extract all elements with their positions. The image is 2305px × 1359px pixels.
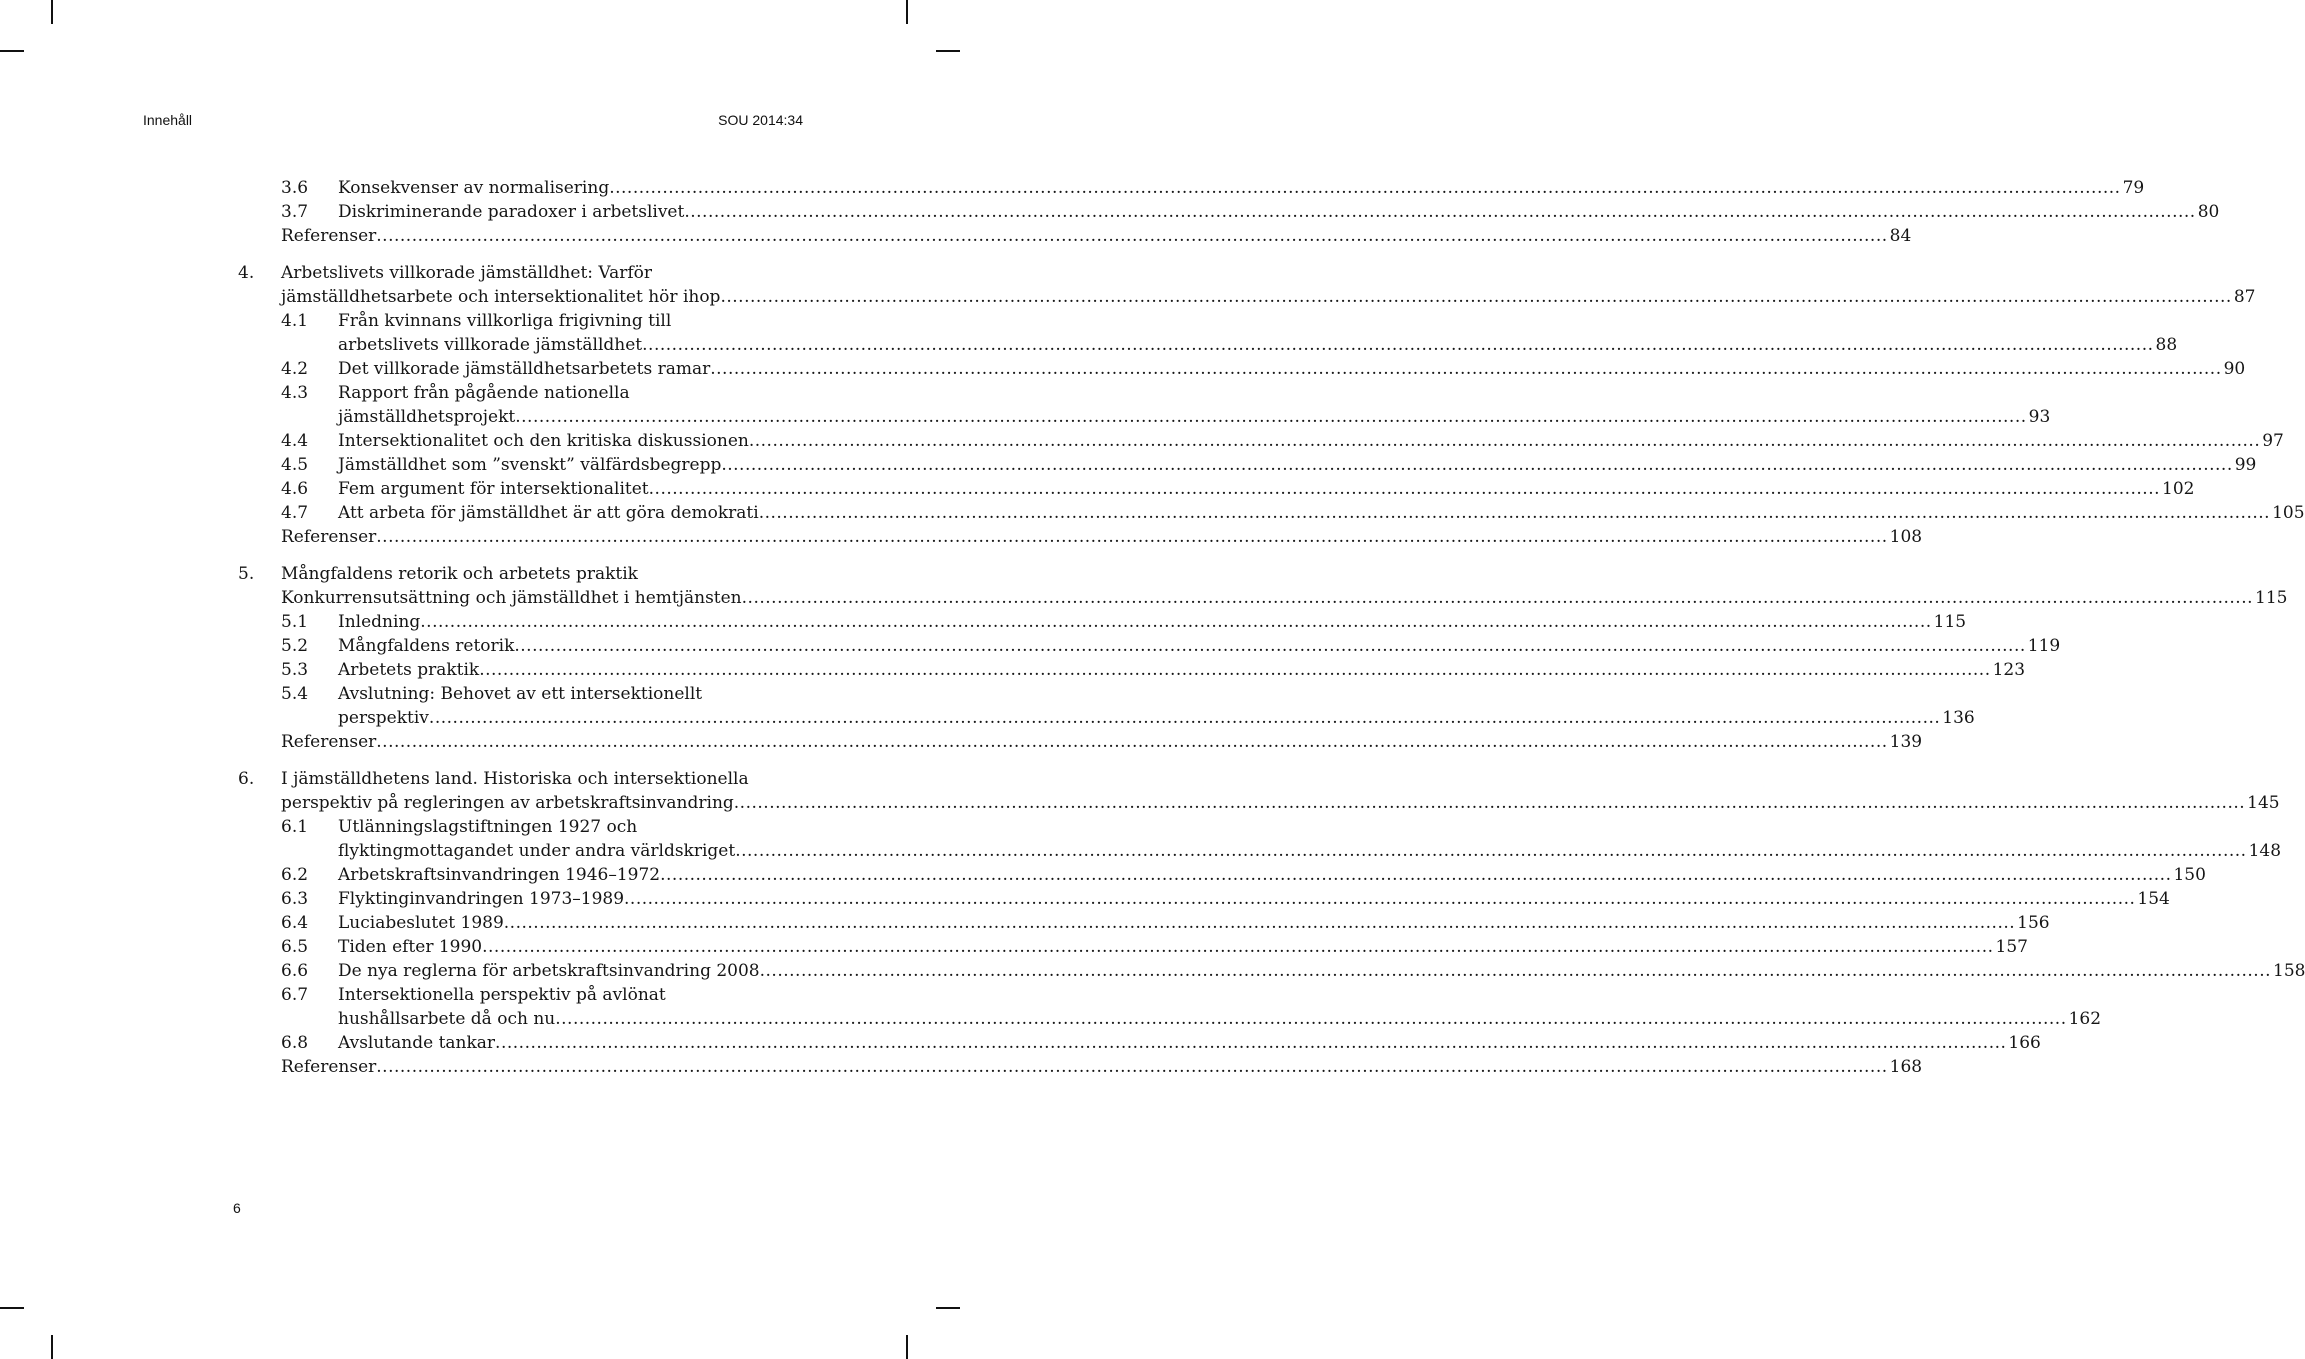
toc-entry-line xyxy=(238,224,1912,248)
toc-entry-link[interactable] xyxy=(281,525,1923,549)
toc-entry-title: jämställdhetsprojekt xyxy=(338,407,516,427)
toc-entry-number: 5. xyxy=(238,564,255,584)
toc-entry-link[interactable] xyxy=(338,176,2145,200)
toc-entry-page: 99 xyxy=(2234,455,2257,475)
toc-entry-title: Att arbeta för jämställdhet är att göra demokrati xyxy=(338,503,759,523)
toc-entry-title: Avslutning: Behovet av ett intersektionellt xyxy=(338,684,703,704)
crop-mark xyxy=(0,50,24,52)
toc-entry-page: 97 xyxy=(2262,431,2284,451)
toc-entry-title: Flyktinginvandringen 1973–1989 xyxy=(338,889,625,909)
toc-entry-title: perspektiv på regleringen av arbetskraftsinvandring xyxy=(281,793,734,813)
dot-leader xyxy=(482,935,1993,959)
toc-entry-title: Diskriminerande paradoxer i arbetslivet xyxy=(338,202,685,222)
toc-entry-link[interactable] xyxy=(338,911,2050,935)
toc-entry-line xyxy=(238,1055,1923,1079)
toc-entry-page: 80 xyxy=(2197,202,2220,222)
dot-leader xyxy=(710,357,2221,381)
toc-entry-line xyxy=(238,429,2284,453)
toc-entry-link[interactable] xyxy=(281,791,2280,815)
toc-entry-line xyxy=(238,610,1967,634)
toc-entry-number: 5.2 xyxy=(281,636,309,656)
toc-entry-line xyxy=(238,911,2050,935)
toc-entry-page: 105 xyxy=(2272,503,2305,523)
toc-entry-link[interactable] xyxy=(338,658,2026,682)
toc-entry-line xyxy=(238,477,2195,501)
toc-entry-line xyxy=(238,887,2170,911)
toc-entry-title: Arbetslivets villkorade jämställdhet: Varför xyxy=(281,263,653,283)
toc-entry-title: Intersektionalitet och den kritiska diskussionen xyxy=(338,431,749,451)
dot-leader xyxy=(495,1031,2006,1055)
toc-entry-line xyxy=(238,562,806,586)
dot-leader xyxy=(660,863,2171,887)
toc-entry-link[interactable] xyxy=(281,730,1923,754)
toc-entry-title: Referenser xyxy=(281,226,377,246)
toc-entry-link[interactable] xyxy=(338,1031,2041,1055)
toc-entry-page: 136 xyxy=(1942,708,1975,728)
toc-entry-title: Utlänningslagstiftningen 1927 och xyxy=(338,817,638,837)
table-of-contents xyxy=(238,176,2305,1079)
toc-entry-line xyxy=(238,791,2280,815)
toc-entry-link[interactable] xyxy=(338,863,2206,887)
toc-entry-number: 4. xyxy=(238,263,255,283)
toc-entry-number: 6.6 xyxy=(281,961,309,981)
toc-entry-page: 93 xyxy=(2028,407,2051,427)
toc-entry-number: 4.5 xyxy=(281,455,309,475)
toc-entry-page: 102 xyxy=(2162,479,2195,499)
toc-entry-line xyxy=(238,176,2145,200)
toc-entry-title: arbetslivets villkorade jämställdhet xyxy=(338,335,643,355)
toc-entry-title: Mångfaldens retorik xyxy=(338,636,515,656)
toc-entry-link[interactable] xyxy=(338,501,2305,525)
crop-mark xyxy=(0,1307,24,1309)
toc-entry-title: Intersektionella perspektiv på avlönat xyxy=(338,985,666,1005)
toc-entry-title: flyktingmottagandet under andra världskriget xyxy=(338,841,736,861)
toc-entry-page: 84 xyxy=(1889,226,1912,246)
toc-entry-page: 162 xyxy=(2068,1009,2102,1029)
toc-entry-title: Från kvinnans villkorliga frigivning till xyxy=(338,311,672,331)
toc-entry-line xyxy=(238,501,2305,525)
toc-entry-number: 6.2 xyxy=(281,865,309,885)
dot-leader xyxy=(742,586,2253,610)
toc-entry-page: 156 xyxy=(2017,913,2050,933)
dot-leader xyxy=(649,477,2160,501)
toc-entry-page: 150 xyxy=(2173,865,2206,885)
crop-mark xyxy=(936,1307,960,1309)
toc-entry-page: 168 xyxy=(1889,1057,1923,1077)
toc-entry-line xyxy=(238,309,806,333)
toc-entry-number: 4.3 xyxy=(281,383,309,403)
toc-entry-title: jämställdhetsarbete och intersektionalitet hör ihop xyxy=(281,287,721,307)
toc-entry-line xyxy=(238,767,806,791)
toc-entry-title: Referenser xyxy=(281,527,377,547)
toc-entry-title: Konsekvenser av normalisering xyxy=(338,178,610,198)
toc-entry-number: 3.7 xyxy=(281,202,309,222)
dot-leader xyxy=(376,525,1887,549)
toc-entry-link[interactable] xyxy=(338,453,2257,477)
toc-entry-line xyxy=(238,586,2288,610)
toc-entry-line xyxy=(238,1031,2041,1055)
toc-entry-page: 148 xyxy=(2248,841,2282,861)
toc-entry-page: 139 xyxy=(1889,732,1923,752)
toc-entry-title: Fem argument för intersektionalitet xyxy=(338,479,649,499)
toc-entry-line xyxy=(238,863,2206,887)
crop-mark xyxy=(51,0,53,24)
toc-entry-link[interactable] xyxy=(338,429,2284,453)
toc-entry-link[interactable] xyxy=(338,887,2170,911)
toc-entry-line xyxy=(238,405,2051,429)
toc-entry-line xyxy=(238,453,2257,477)
toc-entry-page: 115 xyxy=(2255,588,2288,608)
toc-entry-line xyxy=(238,381,806,405)
toc-entry-number: 6.7 xyxy=(281,985,309,1005)
toc-entry-line xyxy=(238,730,1923,754)
toc-entry-number: 5.3 xyxy=(281,660,309,680)
toc-entry-page: 145 xyxy=(2247,793,2280,813)
toc-entry-number: 6.1 xyxy=(281,817,309,837)
toc-entry-page: 119 xyxy=(2027,636,2061,656)
toc-entry-title: Referenser xyxy=(281,732,377,752)
toc-entry-page: 79 xyxy=(2122,178,2145,198)
toc-entry-page: 157 xyxy=(1995,937,2028,957)
toc-entry-page: 166 xyxy=(2008,1033,2041,1053)
toc-entry-page: 115 xyxy=(1933,612,1967,632)
toc-entry-line xyxy=(238,839,2282,863)
toc-entry-line xyxy=(238,682,806,706)
toc-entry-number: 4.2 xyxy=(281,359,309,379)
dot-leader xyxy=(479,658,1990,682)
running-header-series: SOU 2014:34 xyxy=(718,112,803,128)
toc-entry-line xyxy=(238,525,1923,549)
dot-leader xyxy=(734,791,2245,815)
toc-entry-title: perspektiv xyxy=(338,708,429,728)
toc-entry-title: Luciabeslutet 1989 xyxy=(338,913,504,933)
toc-entry-title: Jämställdhet som ”svenskt” välfärdsbegrepp xyxy=(338,455,722,475)
toc-entry-number: 3.6 xyxy=(281,178,309,198)
toc-entry-link[interactable] xyxy=(338,959,2305,983)
toc-entry-title: Inledning xyxy=(338,612,421,632)
toc-entry-number: 5.1 xyxy=(281,612,309,632)
dot-leader xyxy=(429,706,1940,730)
toc-entry-link[interactable] xyxy=(338,405,2051,429)
dot-leader xyxy=(420,610,1931,634)
toc-entry-number: 4.6 xyxy=(281,479,309,499)
page-number: 6 xyxy=(233,1200,241,1216)
toc-entry-link[interactable] xyxy=(338,610,1967,634)
toc-entry-link[interactable] xyxy=(338,200,2220,224)
toc-entry-page: 90 xyxy=(2223,359,2246,379)
running-header-section: Innehåll xyxy=(143,112,193,128)
toc-entry-line xyxy=(238,706,1975,730)
toc-entry-link[interactable] xyxy=(281,1055,1923,1079)
toc-entry-page: 154 xyxy=(2137,889,2170,909)
dot-leader xyxy=(760,959,2271,983)
toc-entry-title: De nya reglerna för arbetskraftsinvandring 2008 xyxy=(338,961,760,981)
dot-leader xyxy=(721,453,2232,477)
toc-entry-page: 158 xyxy=(2273,961,2305,981)
toc-entry-page: 123 xyxy=(1992,660,2026,680)
toc-entry-title: Arbetskraftsinvandringen 1946–1972 xyxy=(338,865,661,885)
toc-entry-number: 6. xyxy=(238,769,255,789)
toc-entry-title: Tiden efter 1990 xyxy=(338,937,483,957)
toc-entry-link[interactable] xyxy=(281,224,1912,248)
toc-entry-title: Mångfaldens retorik och arbetets praktik xyxy=(281,564,638,584)
toc-entry-line xyxy=(238,815,806,839)
toc-entry-number: 4.1 xyxy=(281,311,309,331)
toc-entry-line xyxy=(238,200,2220,224)
toc-entry-line xyxy=(238,357,2246,381)
crop-mark xyxy=(936,50,960,52)
toc-entry-link[interactable] xyxy=(338,1007,2102,1031)
toc-entry-page: 87 xyxy=(2233,287,2256,307)
toc-entry-number: 6.5 xyxy=(281,937,309,957)
toc-entry-number: 4.4 xyxy=(281,431,309,451)
toc-entry-number: 6.8 xyxy=(281,1033,309,1053)
toc-entry-title: hushållsarbete då och nu xyxy=(338,1009,556,1029)
toc-entry-link[interactable] xyxy=(338,839,2282,863)
crop-mark xyxy=(906,0,908,24)
toc-entry-line xyxy=(238,634,2061,658)
dot-leader xyxy=(609,176,2120,200)
toc-entry-number: 6.4 xyxy=(281,913,309,933)
toc-entry-page: 108 xyxy=(1889,527,1923,547)
toc-entry-link[interactable] xyxy=(338,333,2178,357)
toc-entry-line xyxy=(238,261,806,285)
toc-entry-title: Arbetets praktik xyxy=(338,660,480,680)
toc-entry-link[interactable] xyxy=(338,357,2246,381)
toc-entry-link[interactable] xyxy=(338,634,2061,658)
toc-entry-line xyxy=(238,935,2028,959)
dot-leader xyxy=(684,200,2195,224)
dot-leader xyxy=(735,839,2246,863)
toc-entry-title: Referenser xyxy=(281,1057,377,1077)
dot-leader xyxy=(376,1055,1887,1079)
toc-entry-line xyxy=(238,285,2256,309)
dot-leader xyxy=(514,634,2025,658)
toc-entry-number: 4.7 xyxy=(281,503,309,523)
toc-entry-title: Avslutande tankar xyxy=(338,1033,496,1053)
toc-entry-line xyxy=(238,1007,2102,1031)
toc-entry-link[interactable] xyxy=(338,935,2028,959)
dot-leader xyxy=(759,501,2270,525)
dot-leader xyxy=(515,405,2026,429)
toc-entry-title: Rapport från pågående nationella xyxy=(338,383,630,403)
toc-entry-link[interactable] xyxy=(281,285,2256,309)
dot-leader xyxy=(504,911,2015,935)
dot-leader xyxy=(376,224,1887,248)
crop-mark xyxy=(906,1335,908,1359)
toc-entry-title: I jämställdhetens land. Historiska och intersektionella xyxy=(281,769,749,789)
dot-leader xyxy=(555,1007,2066,1031)
toc-entry-link[interactable] xyxy=(281,586,2288,610)
toc-entry-link[interactable] xyxy=(338,477,2195,501)
toc-entry-line xyxy=(238,959,2305,983)
dot-leader xyxy=(749,429,2260,453)
toc-entry-page: 88 xyxy=(2155,335,2178,355)
toc-entry-title: Det villkorade jämställdhetsarbetets ramar xyxy=(338,359,711,379)
dot-leader xyxy=(720,285,2231,309)
toc-entry-number: 5.4 xyxy=(281,684,309,704)
crop-mark xyxy=(51,1335,53,1359)
toc-entry-link[interactable] xyxy=(338,706,1975,730)
toc-entry-line xyxy=(238,983,806,1007)
toc-entry-line xyxy=(238,658,2026,682)
toc-entry-number: 6.3 xyxy=(281,889,309,909)
toc-entry-line xyxy=(238,333,2178,357)
dot-leader xyxy=(642,333,2153,357)
toc-entry-title: Konkurrensutsättning och jämställdhet i hemtjänsten xyxy=(281,588,742,608)
dot-leader xyxy=(624,887,2135,911)
dot-leader xyxy=(376,730,1887,754)
